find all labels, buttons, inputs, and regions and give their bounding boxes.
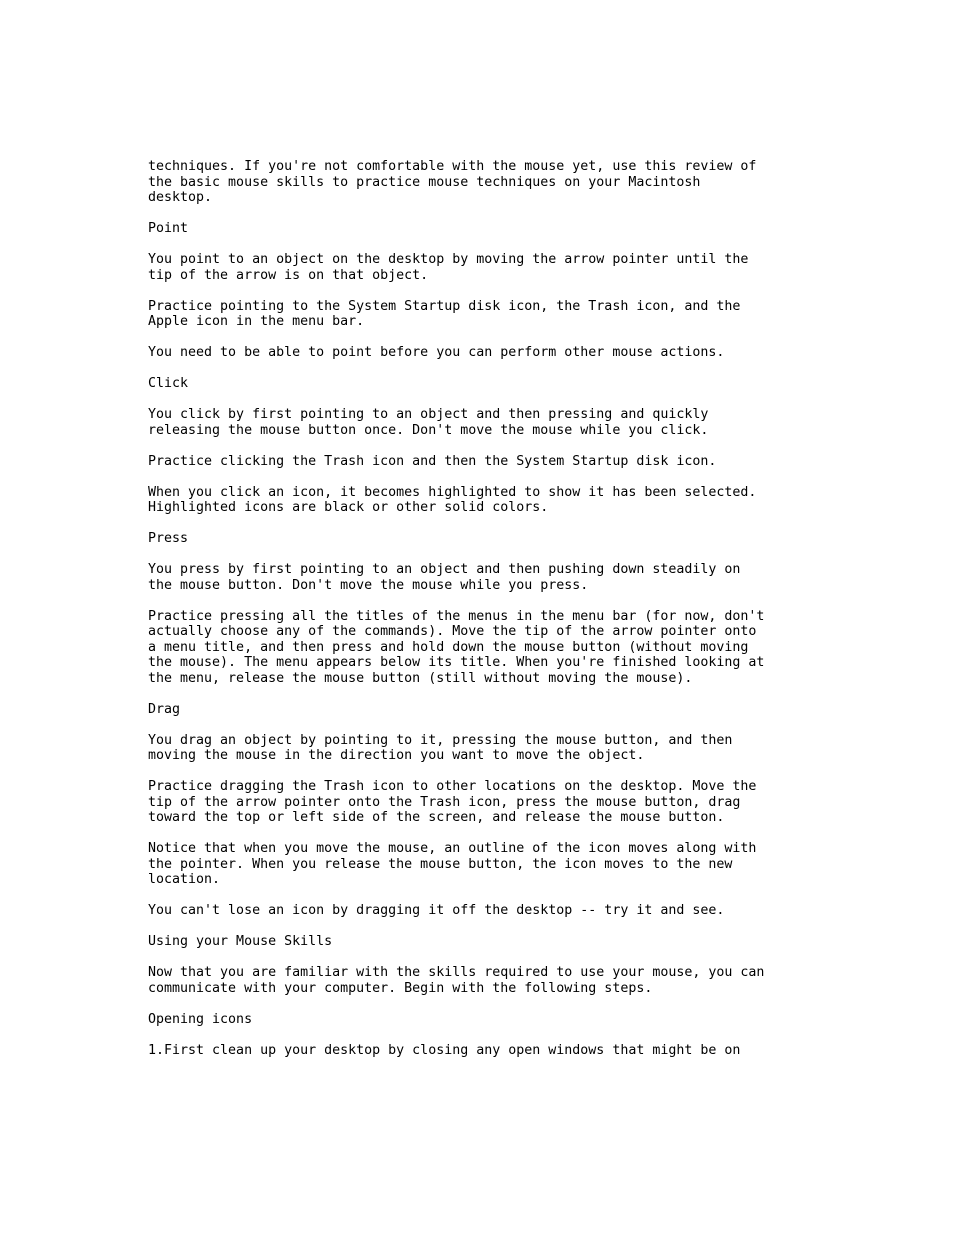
text-line: You click by first pointing to an object and then pressing and quickly: [148, 407, 709, 422]
paragraph: [148, 733, 828, 764]
text-line: Highlighted icons are black or other solid colors.: [148, 500, 549, 515]
text-line: tip of the arrow pointer onto the Trash icon, press the mouse button, drag: [148, 794, 741, 810]
text-line: Practice pressing all the titles of the menus in the menu bar (for now, don't: [148, 608, 765, 624]
document-body: [148, 159, 828, 1074]
text-line: the menu, release the mouse button (still without moving the mouse).: [148, 670, 693, 686]
text-line: Notice that when you move the mouse, an outline of the icon moves along with: [148, 841, 757, 856]
text-line: toward the top or left side of the screen, and release the mouse button.: [148, 810, 725, 825]
heading-text: Point: [148, 221, 189, 236]
text-line: techniques. If you're not comfortable with the mouse yet, use this review of: [148, 159, 757, 174]
text-line: You can't lose an icon by dragging it off the desktop -- try it and see.: [148, 903, 725, 918]
text-line: You point to an object on the desktop by moving the arrow pointer until the: [148, 252, 749, 267]
text-line: desktop.: [148, 190, 213, 205]
text-line: When you click an icon, it becomes highlighted to show it has been selected.: [148, 484, 757, 500]
paragraph: [148, 965, 828, 996]
section-heading-press: [148, 531, 828, 547]
paragraph: [148, 779, 828, 826]
text-line: a menu title, and then press and hold down the mouse button (without moving: [148, 639, 749, 655]
text-line: tip of the arrow is on that object.: [148, 267, 429, 283]
text-line: location.: [148, 872, 221, 887]
section-heading-drag: [148, 702, 828, 718]
text-line: moving the mouse in the direction you want to move the object.: [148, 748, 645, 763]
paragraph: [148, 454, 828, 470]
section-heading-click: [148, 376, 828, 392]
text-line: releasing the mouse button once. Don't move the mouse while you click.: [148, 422, 709, 438]
paragraph: [148, 485, 828, 516]
heading-text: Using your Mouse Skills: [148, 934, 333, 949]
text-line: communicate with your computer. Begin with the following steps.: [148, 980, 653, 996]
paragraph: [148, 841, 828, 888]
text-line: the mouse button. Don't move the mouse while you press.: [148, 577, 589, 593]
text-line: Apple icon in the menu bar.: [148, 314, 365, 329]
text-line: You need to be able to point before you can perform other mouse actions.: [148, 345, 725, 360]
text-line: the basic mouse skills to practice mouse techniques on your Macintosh: [148, 174, 701, 190]
text-line: Now that you are familiar with the skills required to use your mouse, you can: [148, 965, 765, 980]
text-line: Practice dragging the Trash icon to other locations on the desktop. Move the: [148, 779, 757, 794]
text-line: the mouse). The menu appears below its title. When you're finished looking at: [148, 655, 765, 670]
paragraph: [148, 252, 828, 283]
paragraph: [148, 609, 828, 687]
heading-text: Click: [148, 376, 189, 391]
text-line: You press by first pointing to an object and then pushing down steadily on: [148, 562, 741, 577]
paragraph: [148, 903, 828, 919]
section-heading-point: [148, 221, 828, 237]
text-line: the pointer. When you release the mouse button, the icon moves to the new: [148, 856, 733, 872]
text-line: 1.First clean up your desktop by closing any open windows that might be on: [148, 1042, 741, 1058]
section-heading-opening-icons: [148, 1012, 828, 1028]
text-line: Practice pointing to the System Startup disk icon, the Trash icon, and the: [148, 298, 741, 314]
paragraph: [148, 299, 828, 330]
heading-text: Press: [148, 531, 189, 546]
text-line: Practice clicking the Trash icon and then the System Startup disk icon.: [148, 453, 717, 469]
paragraph: [148, 159, 828, 206]
paragraph: [148, 345, 828, 361]
paragraph: [148, 1043, 828, 1059]
text-line: You drag an object by pointing to it, pressing the mouse button, and then: [148, 732, 733, 748]
text-line: actually choose any of the commands). Move the tip of the arrow pointer onto: [148, 624, 757, 639]
heading-text: Drag: [148, 701, 181, 717]
paragraph: [148, 407, 828, 438]
section-heading-using-your-mouse-skills: [148, 934, 828, 950]
paragraph: [148, 562, 828, 593]
heading-text: Opening icons: [148, 1011, 253, 1027]
